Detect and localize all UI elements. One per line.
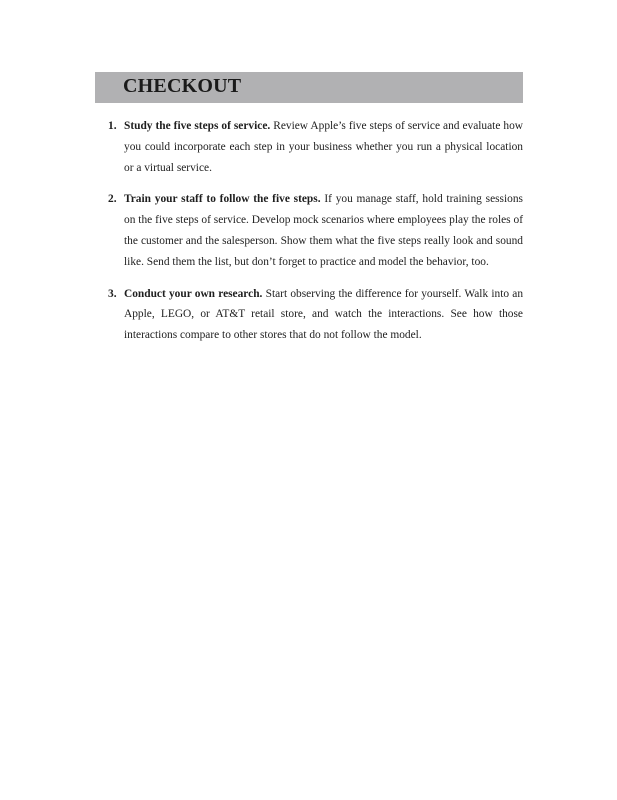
item-body: Review Apple’s five steps of service and evaluate how you could incorporate each step in your business whether you run a physical location or a virtual service. [124, 120, 524, 174]
list-item [104, 284, 523, 346]
section-title: CHECKOUT [123, 75, 242, 97]
item-number: 1. [108, 120, 117, 132]
checkout-list [104, 116, 523, 357]
item-number: 3. [108, 287, 117, 300]
item-lead: Conduct your own research. [124, 287, 263, 300]
section-header-bar [95, 72, 523, 103]
item-body: Start observing the difference for yourself. Walk into an Apple, LEGO, or AT&T retail store, and watch the interactions. See how those interactions compare to other stores that do not follow the model. [124, 287, 524, 342]
list-item [104, 116, 523, 178]
item-body: If you manage staff, hold training sessions on the five steps of service. Develop mock scenarios where employees play the roles of the customer and the salesperson. Show them what the five steps really look and sound like. Send them the list, but don’t forget to practice and model the behavior, too. [124, 193, 523, 268]
list-item [104, 189, 523, 272]
item-lead: Study the five steps of service. [124, 120, 271, 132]
item-lead: Train your staff to follow the five steps. [124, 193, 321, 206]
item-number: 2. [108, 193, 117, 206]
